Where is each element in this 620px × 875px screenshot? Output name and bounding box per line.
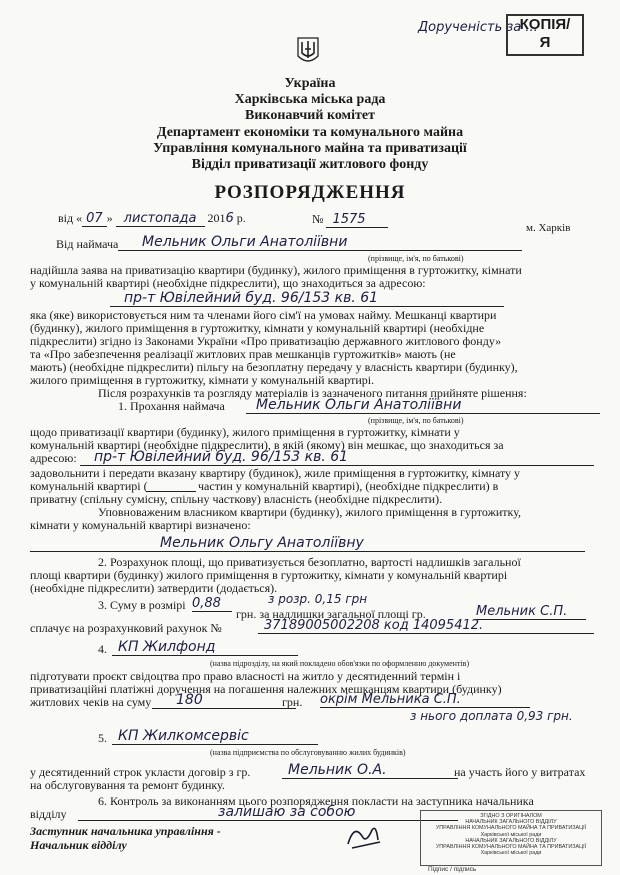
- text-line: приватизаційні платіжні доручення на погашення належних мешканцям квартири (будинку): [30, 682, 502, 696]
- signature-title: Заступник начальника управління - Начальник відділу: [30, 824, 221, 852]
- text-line: приватну (спільну сумісну, спільну часткову) власність (необхідне підкреслити).: [30, 492, 443, 506]
- contract-person: Мельник О.А.: [282, 762, 458, 779]
- pay-account: 37189005002208 код 14095412.: [258, 618, 594, 634]
- applicant-label: Від наймача: [56, 237, 119, 251]
- certification-stamp: [420, 810, 602, 866]
- copy-stamp: КОПІЯ/ Я: [506, 14, 584, 56]
- header-committee: Виконавчий комітет: [245, 108, 375, 123]
- certification-sign: Підпис / підпись: [428, 866, 477, 873]
- text-line: Після розрахунків та розгляду матеріалів із зазначеного питання прийняте рішення:: [98, 386, 527, 400]
- cheques-unit: грн.: [282, 695, 303, 709]
- sum-label: 3. Суму в розмірі: [98, 598, 186, 612]
- text-line: площі квартири (будинку) жилого приміщення в гуртожитку, кімнати у комунальній квартирі: [30, 568, 508, 582]
- text-line: підготувати проєкт свідоцтва про право власності на житло у десятиденний термін і: [30, 669, 461, 683]
- control-label: відділу: [30, 807, 67, 821]
- corner-handwriting: Дорученість за ...: [418, 20, 538, 35]
- text-line: та «Про забезпечення реалізації житлових прав мешканців гуртожитків» мають (не: [30, 347, 456, 361]
- point-4-num: 4.: [98, 642, 107, 656]
- pay-label: сплачує на розрахунковий рахунок №: [30, 621, 222, 635]
- order-city: м. Харків: [526, 222, 571, 234]
- text-line-b: частин у комунальній квартирі), (необхідне підкреслити) в: [198, 479, 499, 493]
- text-line: кімнати у комунальній квартирі визначено:: [30, 518, 251, 532]
- document-title: РОЗПОРЯДЖЕННЯ: [214, 182, 406, 203]
- point-1-caption: (прізвище, ім'я, по батькові): [368, 416, 464, 425]
- header-council: Харківська міська рада: [234, 92, 386, 107]
- text-line: (будинку), жилого приміщення в гуртожитку, кімнати у комунальній квартирі (необхідне: [30, 321, 485, 335]
- cheques-sum: 180: [152, 692, 296, 709]
- sum-note: з розр. 0,15 грн: [268, 592, 368, 606]
- contract-tail: на участь його у витратах: [454, 765, 586, 779]
- point-4-unit: КП Жилфонд: [112, 639, 298, 656]
- text-line: комунальній квартирі (необхідне підкреслити), в якій (якому) він мешкає, що знаходиться за: [30, 438, 504, 452]
- cheques-doplata: з нього доплата 0,93 грн.: [410, 709, 573, 723]
- date-month: листопада: [116, 211, 205, 227]
- certification-text: ЗГІДНО З ОРИГІНАЛОМ НАЧАЛЬНИК ЗАГАЛЬНОГО ВІДДІЛУ УПРАВЛІННЯ КОМУНАЛЬНОГО МАЙНА ТА ПРИВАТИЗАЦІЇ Харківської міської ради НАЧАЛЬНИК ЗАГАЛЬНОГО ВІДДІЛУ УПРАВЛІННЯ КОМУНАЛЬНОГО МАЙНА ТА ПРИВАТИЗАЦІЇ Харківської міської ради: [435, 813, 587, 857]
- point-1-label: 1. Прохання наймача: [118, 399, 225, 413]
- order-number-value: 1575: [326, 212, 387, 228]
- signature-scribble: [344, 822, 384, 852]
- point-5-unit: КП Жилкомсервіс: [112, 728, 318, 745]
- trident-emblem: [296, 36, 320, 66]
- text-line: мають) (необхідне підкреслити) пільгу на безоплатну передачу у власність квартири (будинку),: [30, 360, 518, 374]
- text-line: яка (яке) використовується ним та членами його сім'ї на умовах найму. Мешканці квартири: [30, 308, 497, 322]
- text-line: (необхідне підкреслити) затвердити (додається).: [30, 581, 278, 595]
- header-department: Департамент економіки та комунального майна: [156, 125, 464, 140]
- text-line: задовольнити і передати вказану квартиру (будинок), жиле приміщення в гуртожитку, кімнату у: [30, 466, 521, 480]
- date-day: 07: [82, 211, 107, 227]
- date-line: від « 07 » листопада 2016 р.: [58, 211, 246, 226]
- text-line: у комунальній квартирі (необхідне підкреслити), що знаходиться за адресою:: [30, 276, 426, 290]
- text-line-a: комунальній квартирі (: [30, 479, 148, 493]
- text-line: Уповноваженим власником квартири (будинку), жилого приміщення в гуртожитку,: [98, 505, 522, 519]
- text-line: жилого приміщення в гуртожитку, кімнати у комунальній квартирі.: [30, 373, 375, 387]
- point-5-caption: (назва підприємства по обслуговуванню жилих будинків): [210, 748, 406, 757]
- point-4-caption: (назва підрозділу, на який покладено обов'язки по оформленню документів): [210, 659, 470, 668]
- contract-label: у десятиденний строк укласти договір з гр.: [30, 765, 251, 779]
- text-line: підкреслити) згідно із Законами України «Про приватизацію державного житлового фонду»: [30, 334, 502, 348]
- point-1-name: Мельник Ольги Анатоліївни: [246, 397, 600, 414]
- header-division: Відділ приватизації житлового фонду: [191, 157, 429, 172]
- text-line: надійшла заява на приватизацію квартири (будинку), жилого приміщення в гуртожитку, кімнати: [30, 263, 522, 277]
- header-country: Україна: [284, 76, 336, 91]
- authorized-owner: Мельник Ольгу Анатоліївну: [30, 535, 585, 552]
- text-line: на обслуговування та ремонт будинку.: [30, 778, 225, 792]
- address-handwritten: пр-т Ювілейний буд. 96/153 кв. 61: [110, 290, 504, 307]
- sum-mid: грн. за надлишки загальної площі гр.: [236, 607, 426, 621]
- text-line: 2. Розрахунок площі, що приватизується безоплатно, вартості надлишків загальної: [98, 555, 521, 569]
- applicant-caption: (прізвище, ім'я, по батькові): [368, 254, 464, 263]
- text-line: щодо приватизації квартири (будинку), жилого приміщення в гуртожитку, кімнати у: [30, 425, 460, 439]
- text-line: 6. Контроль за виконанням цього розпорядження покласти на заступника начальника: [98, 794, 534, 808]
- header-directorate: Управління комунального майна та приватизації: [153, 141, 467, 156]
- order-number: № 1575: [312, 213, 388, 226]
- cheques-label: житлових чеків на суму: [30, 695, 152, 709]
- point-5-num: 5.: [98, 731, 107, 745]
- sum-value: 0,88: [192, 596, 232, 612]
- cheques-except: окрім Мельника С.П.: [320, 692, 530, 708]
- address-label: адресою:: [30, 451, 77, 465]
- point-1-address: пр-т Ювілейний буд. 96/153 кв. 61: [80, 449, 594, 466]
- sum-person: Мельник С.П.: [476, 604, 586, 620]
- control-person: залишаю за собою: [78, 804, 458, 821]
- applicant-name: Мельник Ольги Анатоліївни: [118, 234, 522, 251]
